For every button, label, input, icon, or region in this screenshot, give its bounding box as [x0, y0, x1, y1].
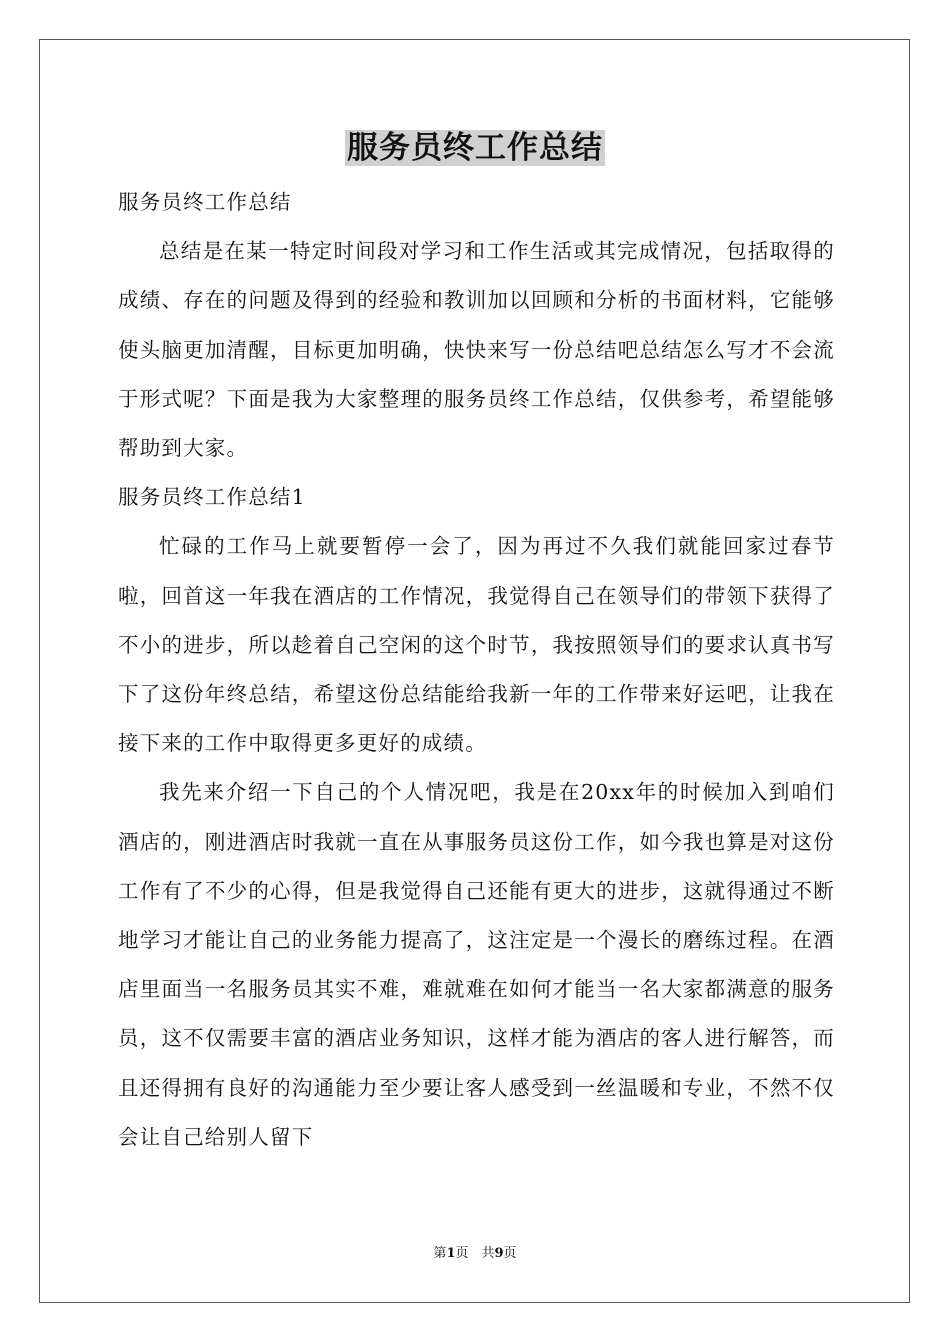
document-title: [0, 126, 950, 170]
total-pages-number: 9: [494, 1246, 504, 1261]
document-body: [118, 178, 835, 1162]
document-subtitle: 服务员终工作总结: [118, 190, 292, 214]
intro-paragraph: 总结是在某一特定时间段对学习和工作生活或其完成情况，包括取得的成绩、存在的问题及得到的经验和教训加以回顾和分析的书面材料，它能够使头脑更加清醒，目标更加明确，快快来写一份总结吧总结怎么写才不会流于形式呢？下面是我为大家整理的服务员终工作总结，仅供参考，希望能够帮助到大家。: [118, 239, 835, 461]
body-paragraph: 忙碌的工作马上就要暂停一会了，因为再过不久我们就能回家过春节啦，回首这一年我在酒店的工作情况，我觉得自己在领导们的带领下获得了不小的进步，所以趁着自己空闲的这个时节，我按照领导们的要求认真书写下了这份年终总结，希望这份总结能给我新一年的工作带来好运吧，让我在接下来的工作中取得更多更好的成绩。: [118, 534, 835, 756]
page-mid: 页 共: [455, 1246, 495, 1261]
document-title-text: 服务员终工作总结: [347, 130, 603, 166]
page-suffix: 页: [503, 1246, 517, 1261]
body-paragraph: 我先来介绍一下自己的个人情况吧，我是在20xx年的时候加入到咱们酒店的，刚进酒店时我就一直在从事服务员这份工作，如今我也算是对这份工作有了不少的心得，但是我觉得自己还能有更大的进步，这就得通过不断地学习才能让自己的业务能力提高了，这注定是一个漫长的磨练过程。在酒店里面当一名服务员其实不难，难就难在如何才能当一名大家都满意的服务员，这不仅需要丰富的酒店业务知识，这样才能为酒店的客人进行解答，而且还得拥有良好的沟通能力至少要让客人感受到一丝温暖和专业，不然不仅会让自己给别人留下: [118, 780, 835, 1149]
section-heading: 服务员终工作总结1: [118, 485, 306, 510]
page-footer: [0, 1245, 950, 1263]
page-prefix: 第: [433, 1246, 447, 1261]
current-page-number: 1: [446, 1246, 456, 1261]
